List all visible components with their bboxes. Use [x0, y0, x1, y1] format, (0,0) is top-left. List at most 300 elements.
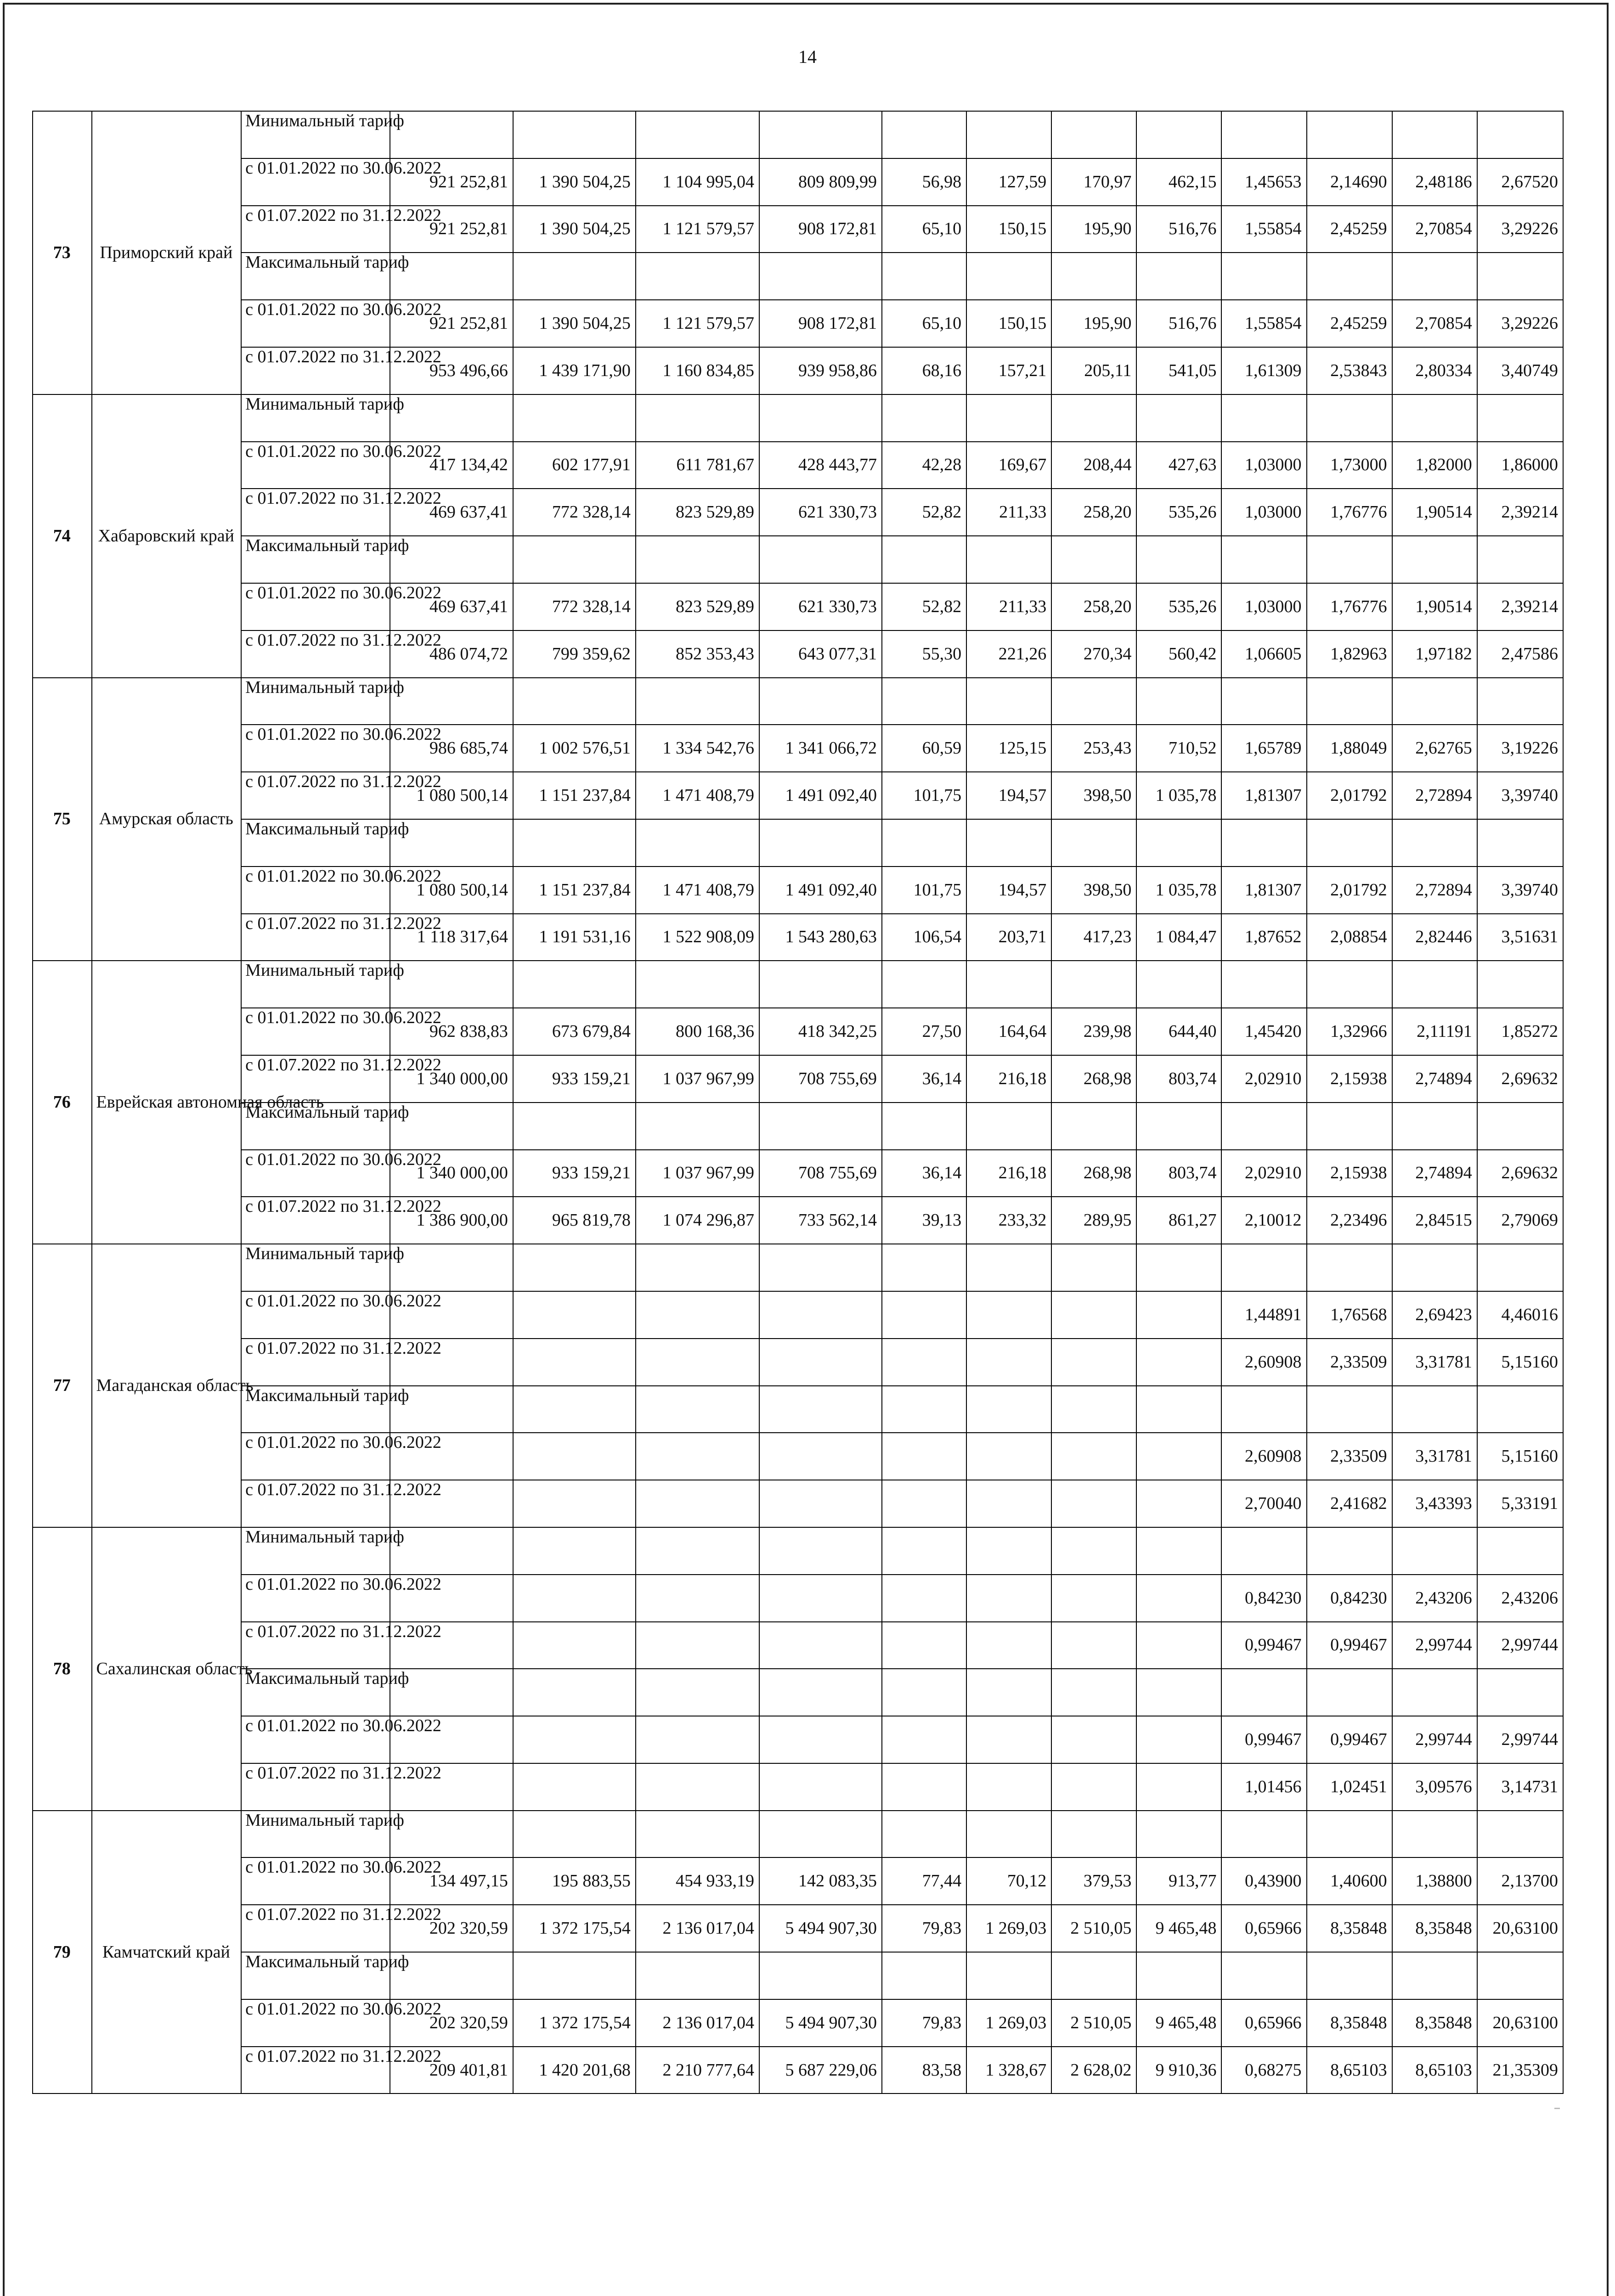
value-cell — [882, 1480, 966, 1527]
value-cell — [1136, 253, 1221, 300]
table-row — [33, 1339, 1563, 1386]
period-label: Минимальный тариф — [241, 1244, 390, 1291]
value-cell — [1136, 1480, 1221, 1527]
value-cell: 1,90514 — [1392, 489, 1477, 536]
period-label: с 01.01.2022 по 30.06.2022 — [241, 1999, 390, 2047]
value-cell — [1221, 394, 1306, 442]
value-cell: 8,35848 — [1307, 1999, 1392, 2047]
value-cell: 194,57 — [966, 772, 1051, 819]
value-cell: 0,84230 — [1307, 1575, 1392, 1622]
value-cell: 921 252,81 — [390, 300, 513, 347]
table-row — [33, 725, 1563, 772]
value-cell — [966, 1339, 1051, 1386]
value-cell: 101,75 — [882, 772, 966, 819]
period-label: Минимальный тариф — [241, 678, 390, 725]
value-cell: 134 497,15 — [390, 1857, 513, 1905]
table-row — [33, 1905, 1563, 1952]
period-label: с 01.07.2022 по 31.12.2022 — [241, 914, 390, 961]
value-cell: 0,99467 — [1307, 1622, 1392, 1669]
value-cell: 2,10012 — [1221, 1197, 1306, 1244]
value-cell — [882, 1291, 966, 1339]
value-cell — [636, 1622, 759, 1669]
value-cell: 1 390 504,25 — [513, 206, 636, 253]
value-cell: 1,03000 — [1221, 583, 1306, 630]
period-label: с 01.01.2022 по 30.06.2022 — [241, 442, 390, 489]
value-cell: 202 320,59 — [390, 1999, 513, 2047]
value-cell — [513, 1433, 636, 1480]
value-cell: 541,05 — [1136, 347, 1221, 394]
value-cell — [1477, 536, 1563, 583]
value-cell: 1,03000 — [1221, 489, 1306, 536]
value-cell: 823 529,89 — [636, 583, 759, 630]
value-cell: 65,10 — [882, 300, 966, 347]
value-cell — [1307, 111, 1392, 158]
value-cell: 2,13700 — [1477, 1857, 1563, 1905]
value-cell — [1051, 1291, 1136, 1339]
table-row — [33, 1244, 1563, 1291]
value-cell — [1136, 1716, 1221, 1763]
value-cell — [882, 1952, 966, 1999]
value-cell: 125,15 — [966, 725, 1051, 772]
value-cell: 852 353,43 — [636, 630, 759, 678]
value-cell: 253,43 — [1051, 725, 1136, 772]
value-cell: 644,40 — [1136, 1008, 1221, 1055]
value-cell — [636, 1763, 759, 1811]
value-cell: 611 781,67 — [636, 442, 759, 489]
value-cell — [966, 536, 1051, 583]
value-cell: 2,15938 — [1307, 1150, 1392, 1197]
value-cell: 908 172,81 — [759, 206, 882, 253]
value-cell — [1136, 1763, 1221, 1811]
table-row — [33, 1575, 1563, 1622]
period-label: с 01.07.2022 по 31.12.2022 — [241, 1197, 390, 1244]
value-cell: 418 342,25 — [759, 1008, 882, 1055]
value-cell — [513, 819, 636, 867]
value-cell: 2,01792 — [1307, 772, 1392, 819]
value-cell — [513, 1527, 636, 1575]
value-cell: 1,55854 — [1221, 206, 1306, 253]
value-cell — [1392, 1386, 1477, 1433]
value-cell: 68,16 — [882, 347, 966, 394]
value-cell: 733 562,14 — [759, 1197, 882, 1244]
value-cell: 1,88049 — [1307, 725, 1392, 772]
period-label: Максимальный тариф — [241, 819, 390, 867]
value-cell: 1 118 317,64 — [390, 914, 513, 961]
value-cell — [513, 1575, 636, 1622]
value-cell: 2,99744 — [1392, 1716, 1477, 1763]
value-cell — [966, 394, 1051, 442]
value-cell: 1,82963 — [1307, 630, 1392, 678]
value-cell: 39,13 — [882, 1197, 966, 1244]
value-cell — [882, 253, 966, 300]
value-cell — [1221, 1386, 1306, 1433]
value-cell — [636, 1669, 759, 1716]
value-cell — [1392, 819, 1477, 867]
region-name: Магаданская область — [92, 1244, 241, 1527]
value-cell — [1221, 111, 1306, 158]
value-cell: 913,77 — [1136, 1857, 1221, 1905]
value-cell: 21,35309 — [1477, 2047, 1563, 2094]
value-cell: 1,86000 — [1477, 442, 1563, 489]
period-label: с 01.01.2022 по 30.06.2022 — [241, 1291, 390, 1339]
value-cell — [1051, 1811, 1136, 1858]
period-label: с 01.07.2022 по 31.12.2022 — [241, 347, 390, 394]
value-cell — [1136, 1103, 1221, 1150]
value-cell: 710,52 — [1136, 725, 1221, 772]
value-cell — [513, 961, 636, 1008]
value-cell: 233,32 — [966, 1197, 1051, 1244]
value-cell: 52,82 — [882, 489, 966, 536]
value-cell — [882, 1716, 966, 1763]
value-cell: 1,81307 — [1221, 772, 1306, 819]
value-cell: 1 121 579,57 — [636, 206, 759, 253]
value-cell: 1,82000 — [1392, 442, 1477, 489]
value-cell: 127,59 — [966, 158, 1051, 206]
value-cell — [513, 1339, 636, 1386]
value-cell: 516,76 — [1136, 300, 1221, 347]
value-cell — [966, 1811, 1051, 1858]
value-cell — [966, 253, 1051, 300]
period-label: с 01.07.2022 по 31.12.2022 — [241, 1905, 390, 1952]
value-cell: 194,57 — [966, 867, 1051, 914]
table-row — [33, 961, 1563, 1008]
value-cell — [1051, 394, 1136, 442]
table-row — [33, 772, 1563, 819]
value-cell — [966, 1244, 1051, 1291]
value-cell — [1136, 819, 1221, 867]
value-cell — [759, 1480, 882, 1527]
value-cell: 417,23 — [1051, 914, 1136, 961]
value-cell: 3,43393 — [1392, 1480, 1477, 1527]
value-cell: 1 084,47 — [1136, 914, 1221, 961]
table-row — [33, 300, 1563, 347]
value-cell — [759, 1669, 882, 1716]
value-cell: 1 491 092,40 — [759, 772, 882, 819]
value-cell: 861,27 — [1136, 1197, 1221, 1244]
value-cell: 516,76 — [1136, 206, 1221, 253]
value-cell: 2,69423 — [1392, 1291, 1477, 1339]
value-cell — [1136, 1811, 1221, 1858]
period-label: Максимальный тариф — [241, 1386, 390, 1433]
value-cell — [636, 1716, 759, 1763]
value-cell: 9 910,36 — [1136, 2047, 1221, 2094]
value-cell: 1 372 175,54 — [513, 1905, 636, 1952]
tariff-table — [32, 111, 1564, 2094]
value-cell: 1,06605 — [1221, 630, 1306, 678]
period-label: с 01.01.2022 по 30.06.2022 — [241, 725, 390, 772]
value-cell: 1 340 000,00 — [390, 1150, 513, 1197]
value-cell: 65,10 — [882, 206, 966, 253]
value-cell — [390, 394, 513, 442]
value-cell — [1136, 1339, 1221, 1386]
value-cell: 3,29226 — [1477, 206, 1563, 253]
value-cell — [1392, 111, 1477, 158]
value-cell — [1221, 1669, 1306, 1716]
value-cell: 1 269,03 — [966, 1999, 1051, 2047]
table-row — [33, 2047, 1563, 2094]
value-cell: 1 151 237,84 — [513, 867, 636, 914]
value-cell — [1221, 1103, 1306, 1150]
table-row — [33, 630, 1563, 678]
value-cell — [882, 1669, 966, 1716]
value-cell: 2,84515 — [1392, 1197, 1477, 1244]
value-cell — [1221, 1527, 1306, 1575]
period-label: Минимальный тариф — [241, 111, 390, 158]
value-cell — [390, 111, 513, 158]
value-cell — [1221, 819, 1306, 867]
value-cell — [759, 394, 882, 442]
value-cell — [882, 1433, 966, 1480]
value-cell — [513, 1716, 636, 1763]
table-row — [33, 158, 1563, 206]
value-cell — [1307, 1103, 1392, 1150]
value-cell — [882, 1575, 966, 1622]
value-cell — [1477, 1527, 1563, 1575]
value-cell: 1 420 201,68 — [513, 2047, 636, 2094]
table-row — [33, 1008, 1563, 1055]
value-cell: 8,65103 — [1307, 2047, 1392, 2094]
value-cell: 56,98 — [882, 158, 966, 206]
value-cell: 673 679,84 — [513, 1008, 636, 1055]
value-cell — [1307, 536, 1392, 583]
value-cell: 621 330,73 — [759, 583, 882, 630]
value-cell: 221,26 — [966, 630, 1051, 678]
value-cell: 2,80334 — [1392, 347, 1477, 394]
value-cell: 258,20 — [1051, 583, 1136, 630]
value-cell: 2,14690 — [1307, 158, 1392, 206]
table-row — [33, 678, 1563, 725]
value-cell — [1136, 1575, 1221, 1622]
period-label: Минимальный тариф — [241, 961, 390, 1008]
value-cell: 1 341 066,72 — [759, 725, 882, 772]
value-cell: 1 035,78 — [1136, 867, 1221, 914]
table-row — [33, 1386, 1563, 1433]
value-cell — [1307, 253, 1392, 300]
value-cell — [966, 1716, 1051, 1763]
value-cell — [513, 1480, 636, 1527]
value-cell: 2,70854 — [1392, 206, 1477, 253]
value-cell — [390, 678, 513, 725]
value-cell: 1,02451 — [1307, 1763, 1392, 1811]
table-row — [33, 1857, 1563, 1905]
value-cell: 1 121 579,57 — [636, 300, 759, 347]
value-cell: 462,15 — [1136, 158, 1221, 206]
value-cell — [1136, 394, 1221, 442]
value-cell: 2,82446 — [1392, 914, 1477, 961]
value-cell — [1392, 1669, 1477, 1716]
value-cell — [636, 1386, 759, 1433]
value-cell: 2,72894 — [1392, 772, 1477, 819]
value-cell — [1392, 1244, 1477, 1291]
value-cell: 1 390 504,25 — [513, 158, 636, 206]
value-cell — [1051, 678, 1136, 725]
table-row — [33, 536, 1563, 583]
value-cell — [759, 819, 882, 867]
value-cell — [1051, 1763, 1136, 1811]
table-row — [33, 1103, 1563, 1150]
value-cell: 1,65789 — [1221, 725, 1306, 772]
tariff-table-body — [33, 111, 1563, 2093]
value-cell: 2,02910 — [1221, 1150, 1306, 1197]
value-cell: 211,33 — [966, 489, 1051, 536]
value-cell: 2,69632 — [1477, 1055, 1563, 1103]
table-row — [33, 1669, 1563, 1716]
period-label: Максимальный тариф — [241, 1669, 390, 1716]
value-cell — [1136, 1433, 1221, 1480]
value-cell — [966, 1575, 1051, 1622]
value-cell: 986 685,74 — [390, 725, 513, 772]
value-cell: 5,33191 — [1477, 1480, 1563, 1527]
value-cell: 1 191 531,16 — [513, 914, 636, 961]
value-cell: 2,60908 — [1221, 1339, 1306, 1386]
period-label: с 01.01.2022 по 30.06.2022 — [241, 300, 390, 347]
value-cell: 2 136 017,04 — [636, 1905, 759, 1952]
value-cell — [1221, 253, 1306, 300]
value-cell: 1,90514 — [1392, 583, 1477, 630]
value-cell — [636, 1244, 759, 1291]
region-name: Еврейская автономная область — [92, 961, 241, 1244]
value-cell: 398,50 — [1051, 867, 1136, 914]
value-cell: 2,74894 — [1392, 1055, 1477, 1103]
value-cell — [1051, 1622, 1136, 1669]
value-cell: 2,45259 — [1307, 300, 1392, 347]
value-cell: 4,46016 — [1477, 1291, 1563, 1339]
period-label: с 01.01.2022 по 30.06.2022 — [241, 867, 390, 914]
value-cell: 258,20 — [1051, 489, 1136, 536]
value-cell: 933 159,21 — [513, 1055, 636, 1103]
table-row — [33, 206, 1563, 253]
value-cell: 27,50 — [882, 1008, 966, 1055]
value-cell — [966, 1386, 1051, 1433]
value-cell: 1 328,67 — [966, 2047, 1051, 2094]
value-cell — [1051, 1244, 1136, 1291]
period-label: с 01.07.2022 по 31.12.2022 — [241, 1480, 390, 1527]
period-label: с 01.01.2022 по 30.06.2022 — [241, 158, 390, 206]
value-cell — [1221, 678, 1306, 725]
value-cell: 428 443,77 — [759, 442, 882, 489]
value-cell: 2,11191 — [1392, 1008, 1477, 1055]
value-cell: 2,67520 — [1477, 158, 1563, 206]
value-cell: 42,28 — [882, 442, 966, 489]
table-row — [33, 1433, 1563, 1480]
value-cell — [1477, 111, 1563, 158]
value-cell — [966, 1669, 1051, 1716]
value-cell: 150,15 — [966, 300, 1051, 347]
value-cell: 268,98 — [1051, 1055, 1136, 1103]
table-row — [33, 1999, 1563, 2047]
value-cell — [759, 1291, 882, 1339]
value-cell: 142 083,35 — [759, 1857, 882, 1905]
value-cell: 1 471 408,79 — [636, 772, 759, 819]
value-cell: 36,14 — [882, 1055, 966, 1103]
period-label: с 01.01.2022 по 30.06.2022 — [241, 1716, 390, 1763]
value-cell — [1392, 536, 1477, 583]
value-cell — [882, 1103, 966, 1150]
period-label: Максимальный тариф — [241, 1103, 390, 1150]
value-cell: 2,69632 — [1477, 1150, 1563, 1197]
value-cell: 8,35848 — [1307, 1905, 1392, 1952]
value-cell: 1 439 171,90 — [513, 347, 636, 394]
value-cell — [882, 111, 966, 158]
value-cell — [513, 1291, 636, 1339]
value-cell: 1 080 500,14 — [390, 772, 513, 819]
value-cell — [513, 1103, 636, 1150]
value-cell — [882, 394, 966, 442]
value-cell — [1307, 1386, 1392, 1433]
value-cell — [1307, 394, 1392, 442]
value-cell — [1477, 253, 1563, 300]
table-row — [33, 819, 1563, 867]
value-cell — [966, 1480, 1051, 1527]
value-cell: 3,09576 — [1392, 1763, 1477, 1811]
value-cell: 1,38800 — [1392, 1857, 1477, 1905]
value-cell — [1477, 678, 1563, 725]
value-cell — [1307, 819, 1392, 867]
value-cell: 216,18 — [966, 1055, 1051, 1103]
value-cell — [1477, 1386, 1563, 1433]
value-cell: 803,74 — [1136, 1055, 1221, 1103]
table-row — [33, 111, 1563, 158]
value-cell — [966, 819, 1051, 867]
value-cell: 809 809,99 — [759, 158, 882, 206]
value-cell — [882, 536, 966, 583]
value-cell — [759, 1952, 882, 1999]
value-cell — [636, 1527, 759, 1575]
value-cell — [636, 1103, 759, 1150]
value-cell: 535,26 — [1136, 489, 1221, 536]
value-cell — [1477, 1244, 1563, 1291]
value-cell — [882, 961, 966, 1008]
value-cell — [513, 1811, 636, 1858]
value-cell: 2,33509 — [1307, 1339, 1392, 1386]
value-cell — [1477, 819, 1563, 867]
value-cell: 216,18 — [966, 1150, 1051, 1197]
value-cell — [759, 1386, 882, 1433]
value-cell: 3,29226 — [1477, 300, 1563, 347]
value-cell: 3,14731 — [1477, 1763, 1563, 1811]
value-cell — [966, 1952, 1051, 1999]
value-cell — [390, 1527, 513, 1575]
region-name: Хабаровский край — [92, 394, 241, 678]
value-cell — [636, 1811, 759, 1858]
value-cell — [966, 111, 1051, 158]
value-cell: 1,76568 — [1307, 1291, 1392, 1339]
value-cell: 2,47586 — [1477, 630, 1563, 678]
value-cell: 427,63 — [1136, 442, 1221, 489]
value-cell: 3,40749 — [1477, 347, 1563, 394]
value-cell: 469 637,41 — [390, 583, 513, 630]
value-cell: 908 172,81 — [759, 300, 882, 347]
value-cell — [1051, 1669, 1136, 1716]
value-cell — [1051, 111, 1136, 158]
value-cell: 2 136 017,04 — [636, 1999, 759, 2047]
value-cell — [1477, 1952, 1563, 1999]
value-cell: 2,70854 — [1392, 300, 1477, 347]
value-cell: 2,41682 — [1307, 1480, 1392, 1527]
value-cell — [636, 1433, 759, 1480]
value-cell: 2,99744 — [1477, 1622, 1563, 1669]
value-cell — [966, 1103, 1051, 1150]
value-cell — [1392, 1103, 1477, 1150]
value-cell: 2 628,02 — [1051, 2047, 1136, 2094]
value-cell: 5,15160 — [1477, 1433, 1563, 1480]
table-row — [33, 347, 1563, 394]
value-cell — [636, 1339, 759, 1386]
period-label: Максимальный тариф — [241, 536, 390, 583]
value-cell: 2,02910 — [1221, 1055, 1306, 1103]
table-row — [33, 914, 1563, 961]
value-cell — [1136, 1244, 1221, 1291]
